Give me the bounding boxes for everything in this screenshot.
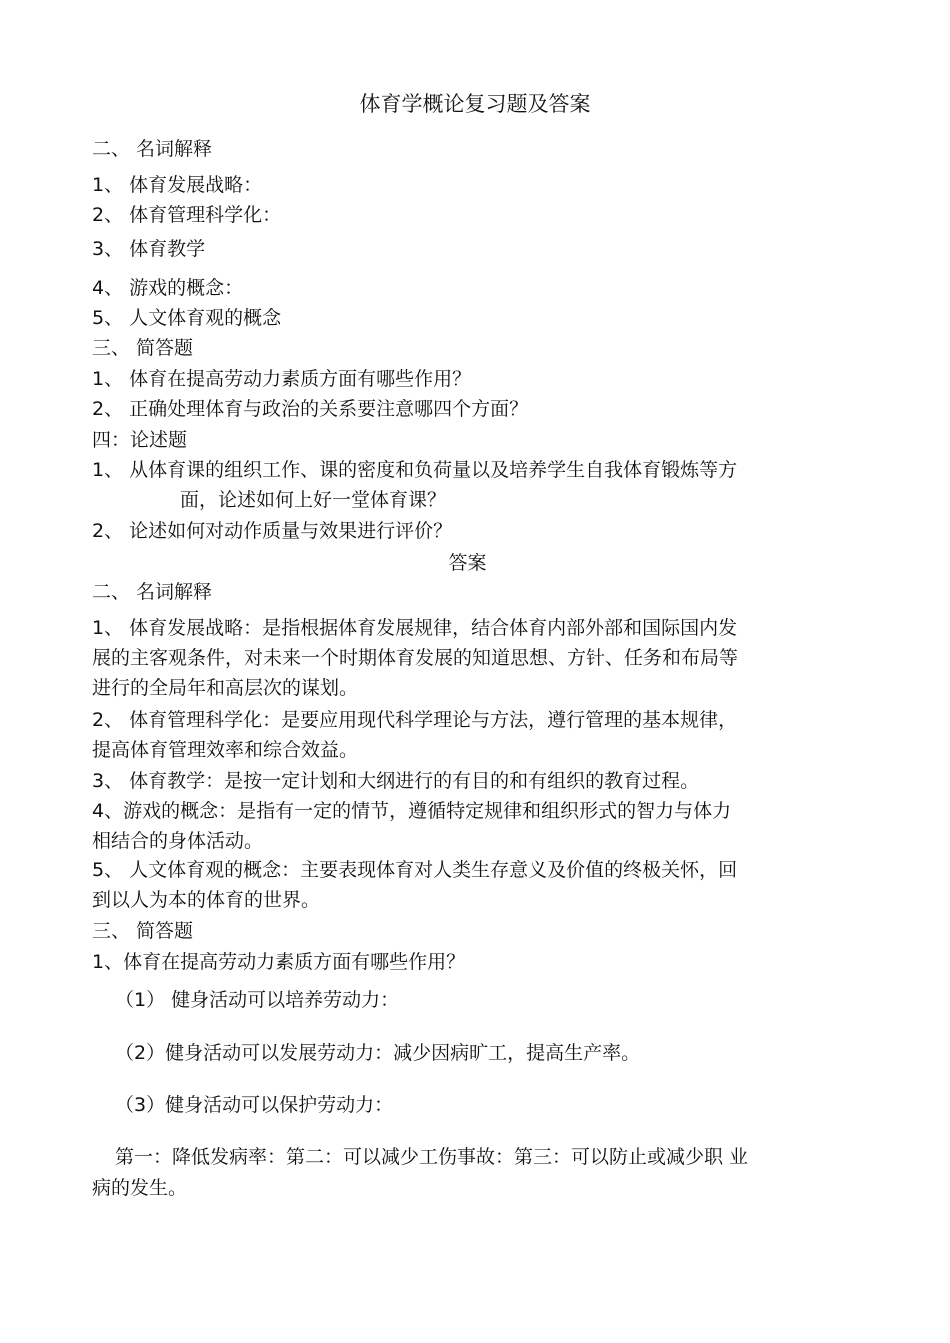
question-item: 1、 体育发展战略： bbox=[92, 174, 263, 196]
question-item: 4、 游戏的概念： bbox=[92, 277, 244, 299]
answer-paragraph: 进行的全局年和高层次的谋划。 bbox=[92, 677, 359, 699]
question-item: 2、 正确处理体育与政治的关系要注意哪四个方面？ bbox=[92, 398, 529, 420]
question-item: 2、 论述如何对动作质量与效果进行评价？ bbox=[92, 520, 453, 542]
section-heading-essay: 四：论述题 bbox=[92, 429, 188, 451]
answer-paragraph: 4、游戏的概念：是指有一定的情节，遵循特定规律和组织形式的智力与体力 bbox=[92, 800, 732, 822]
question-item: 2、 体育管理科学化： bbox=[92, 204, 282, 226]
section-heading-short-answer: 三、 简答题 bbox=[92, 920, 194, 942]
answer-paragraph: 2、 体育管理科学化：是要应用现代科学理论与方法，遵行管理的基本规律， bbox=[92, 709, 738, 731]
section-heading-definitions: 二、 名词解释 bbox=[92, 138, 213, 160]
question-item-continuation: 面，论述如何上好一堂体育课？ bbox=[180, 489, 447, 511]
document-title: 体育学概论复习题及答案 bbox=[359, 92, 591, 116]
question-item: 1、 从体育课的组织工作、课的密度和负荷量以及培养学生自我体育锻炼等方 bbox=[92, 459, 738, 481]
answer-paragraph: 到以人为本的体育的世界。 bbox=[92, 889, 321, 911]
answers-heading: 答案 bbox=[448, 552, 487, 574]
question-item: 5、 人文体育观的概念 bbox=[92, 307, 282, 329]
answer-point: （2）健身活动可以发展劳动力：减少因病旷工，提高生产率。 bbox=[115, 1042, 641, 1064]
answer-paragraph: 提高体育管理效率和综合效益。 bbox=[92, 739, 359, 761]
answer-paragraph: 3、 体育教学：是按一定计划和大纲进行的有目的和有组织的教育过程。 bbox=[92, 770, 700, 792]
answer-paragraph: 第一：降低发病率：第二：可以减少工伤事故：第三：可以防止或减少职 业 bbox=[115, 1146, 749, 1168]
answer-point: （3）健身活动可以保护劳动力： bbox=[115, 1094, 394, 1116]
answer-paragraph: 1、 体育发展战略：是指根据体育发展规律，结合体育内部外部和国际国内发 bbox=[92, 617, 738, 639]
answer-question: 1、体育在提高劳动力素质方面有哪些作用？ bbox=[92, 951, 466, 973]
section-heading-short-answer: 三、 简答题 bbox=[92, 337, 194, 359]
answer-paragraph: 5、 人文体育观的概念：主要表现体育对人类生存意义及价值的终极关怀，回 bbox=[92, 859, 738, 881]
answer-paragraph: 病的发生。 bbox=[92, 1177, 188, 1199]
answer-paragraph: 相结合的身体活动。 bbox=[92, 830, 264, 852]
answer-point: （1） 健身活动可以培养劳动力： bbox=[115, 989, 400, 1011]
question-item: 1、 体育在提高劳动力素质方面有哪些作用？ bbox=[92, 368, 472, 390]
section-heading-definitions: 二、 名词解释 bbox=[92, 581, 213, 603]
answer-paragraph: 展的主客观条件，对未来一个时期体育发展的知道思想、方针、任务和布局等 bbox=[92, 647, 739, 669]
question-item: 3、 体育教学 bbox=[92, 238, 206, 260]
